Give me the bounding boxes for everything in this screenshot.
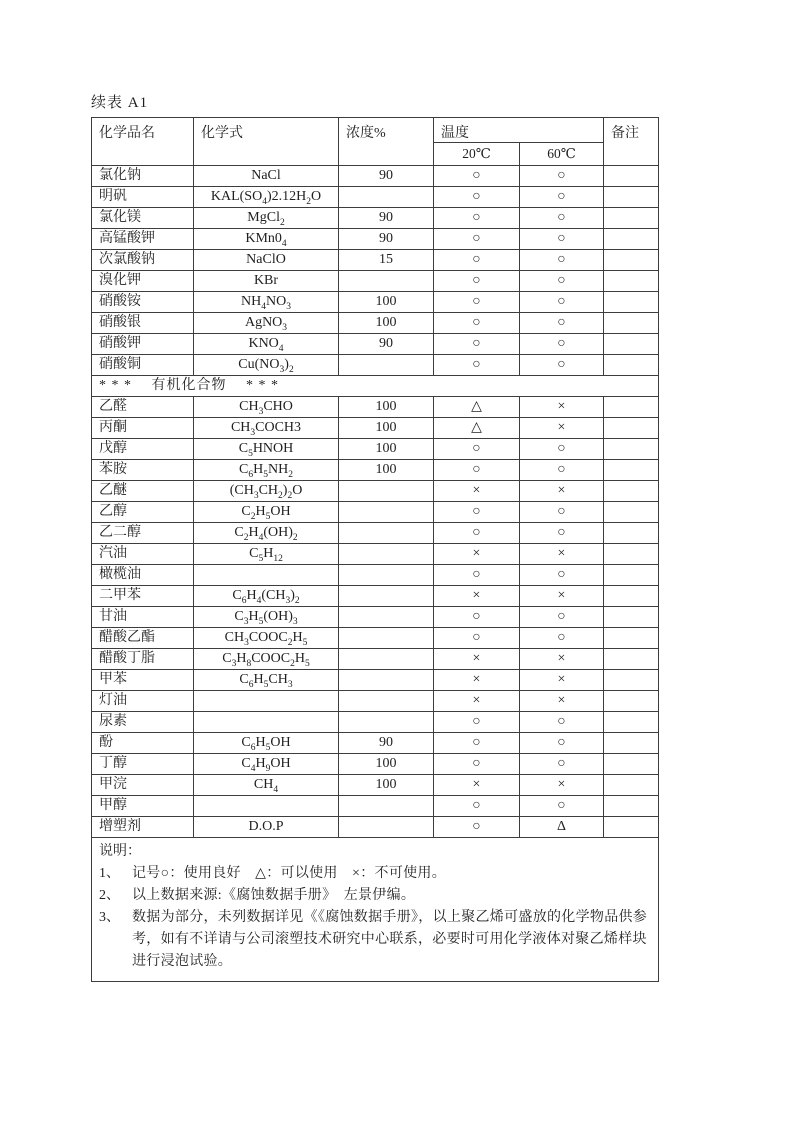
notes-heading: 说明：: [99, 844, 141, 859]
col-header-remark: 备注: [604, 118, 659, 166]
header-row-1: [92, 118, 659, 143]
remark-cell: [604, 250, 659, 271]
note-text: 记号○：使用良好 △：可以使用 ×：不可使用。: [132, 866, 447, 881]
section-header-organic-compounds: * * * 有机化合物 * * *: [92, 376, 659, 397]
remark-cell: [604, 670, 659, 691]
remark-cell: [604, 565, 659, 586]
remark-cell: [604, 775, 659, 796]
remark-cell: [604, 817, 659, 838]
concentration-cell: 100: [339, 418, 434, 439]
table-row: [92, 292, 659, 313]
formula-cell: $CH_3COCH3$: [194, 418, 339, 439]
formula-cell: NaCl: [194, 166, 339, 187]
chemical-name-cell: 灯油: [92, 691, 194, 712]
concentration-cell: [339, 649, 434, 670]
formula-cell: $C_4H_9OH$: [194, 754, 339, 775]
chemical-compatibility-table: [91, 117, 659, 982]
concentration-cell: 100: [339, 460, 434, 481]
temp-20-cell: ○: [434, 817, 520, 838]
concentration-cell: [339, 481, 434, 502]
table-row: [92, 334, 659, 355]
formula-cell: $KAL(SO_4)2.12H_2O$: [194, 187, 339, 208]
formula-cell: $CH_3COOC_2H_5$: [194, 628, 339, 649]
table-row: [92, 565, 659, 586]
section-header-row: [92, 376, 659, 397]
temp-60-cell: Δ: [520, 817, 604, 838]
temp-20-cell: △: [434, 397, 520, 418]
formula-cell: $C_6H_5NH_2$: [194, 460, 339, 481]
temp-20-cell: ○: [434, 796, 520, 817]
concentration-cell: 90: [339, 334, 434, 355]
concentration-cell: 90: [339, 208, 434, 229]
note-item: [99, 885, 650, 907]
col-header-temperature: 温度: [434, 118, 604, 143]
temp-60-cell: ×: [520, 544, 604, 565]
temp-20-cell: ×: [434, 649, 520, 670]
concentration-cell: [339, 565, 434, 586]
remark-cell: [604, 733, 659, 754]
formula-cell: [194, 565, 339, 586]
note-number: 3、: [99, 910, 120, 925]
col-header-formula: 化学式: [194, 118, 339, 166]
chemical-name-cell: 丙酮: [92, 418, 194, 439]
formula-cell: AgNO$_3$: [194, 313, 339, 334]
note-text: 以上数据来源:《腐蚀数据手册》 左景伊编。: [132, 888, 416, 903]
concentration-cell: [339, 586, 434, 607]
temp-20-cell: ×: [434, 691, 520, 712]
chemical-name-cell: 二甲苯: [92, 586, 194, 607]
remark-cell: [604, 691, 659, 712]
concentration-cell: [339, 502, 434, 523]
remark-cell: [604, 523, 659, 544]
remark-cell: [604, 334, 659, 355]
formula-cell: $C_5HNOH$: [194, 439, 339, 460]
chemical-name-cell: 乙醛: [92, 397, 194, 418]
temp-60-cell: ×: [520, 586, 604, 607]
table-row: [92, 544, 659, 565]
chemical-name-cell: 甘油: [92, 607, 194, 628]
notes-row: [92, 838, 659, 982]
chemical-name-cell: 高锰酸钾: [92, 229, 194, 250]
concentration-cell: 90: [339, 166, 434, 187]
temp-60-cell: ○: [520, 187, 604, 208]
remark-cell: [604, 796, 659, 817]
table-row: [92, 733, 659, 754]
concentration-cell: 90: [339, 229, 434, 250]
temp-60-cell: ×: [520, 481, 604, 502]
table-row: [92, 628, 659, 649]
chemical-name-cell: 硝酸铜: [92, 355, 194, 376]
table-row: [92, 775, 659, 796]
remark-cell: [604, 355, 659, 376]
temp-20-cell: ○: [434, 607, 520, 628]
chemical-name-cell: 橄榄油: [92, 565, 194, 586]
temp-20-cell: ○: [434, 313, 520, 334]
chemical-name-cell: 戊醇: [92, 439, 194, 460]
formula-cell: $KNO_4$: [194, 334, 339, 355]
formula-cell: [194, 796, 339, 817]
remark-cell: [604, 649, 659, 670]
temp-20-cell: △: [434, 418, 520, 439]
remark-cell: [604, 166, 659, 187]
table-row: [92, 166, 659, 187]
temp-20-cell: ×: [434, 481, 520, 502]
temp-20-cell: ○: [434, 187, 520, 208]
remark-cell: [604, 229, 659, 250]
temp-20-cell: ×: [434, 586, 520, 607]
temp-60-cell: ×: [520, 418, 604, 439]
remark-cell: [604, 586, 659, 607]
temp-60-cell: ○: [520, 334, 604, 355]
temp-60-cell: ○: [520, 712, 604, 733]
temp-20-cell: ○: [434, 754, 520, 775]
chemical-name-cell: 氯化镁: [92, 208, 194, 229]
concentration-cell: [339, 523, 434, 544]
table-row: [92, 586, 659, 607]
temp-60-cell: ○: [520, 502, 604, 523]
temp-60-cell: ×: [520, 775, 604, 796]
table-row: [92, 649, 659, 670]
formula-cell: [194, 712, 339, 733]
temp-20-cell: ○: [434, 229, 520, 250]
concentration-cell: [339, 355, 434, 376]
chemical-name-cell: 甲醇: [92, 796, 194, 817]
temp-20-cell: ○: [434, 271, 520, 292]
temp-60-cell: ○: [520, 523, 604, 544]
remark-cell: [604, 271, 659, 292]
table-row: [92, 817, 659, 838]
temp-20-cell: ×: [434, 544, 520, 565]
temp-60-cell: ○: [520, 796, 604, 817]
table-row: [92, 607, 659, 628]
remark-cell: [604, 754, 659, 775]
table-footer-notes: [92, 838, 659, 982]
temp-20-cell: ○: [434, 250, 520, 271]
temp-60-cell: ○: [520, 733, 604, 754]
concentration-cell: 100: [339, 754, 434, 775]
table-row: [92, 355, 659, 376]
note-item: [99, 907, 650, 973]
concentration-cell: 100: [339, 439, 434, 460]
remark-cell: [604, 544, 659, 565]
concentration-cell: [339, 187, 434, 208]
temp-20-cell: ○: [434, 523, 520, 544]
formula-cell: KBr: [194, 271, 339, 292]
formula-cell: $CH_4$: [194, 775, 339, 796]
temp-60-cell: ○: [520, 208, 604, 229]
col-header-temp-20: 20℃: [434, 143, 520, 166]
note-text: 数据为部分，未列数据详见《《腐蚀数据手册》，以上聚乙烯可盛放的化学物品供参考，如有不详请与公司滚塑技术研究中心联系，必要时可用化学液体对聚乙烯样块进行浸泡试验。: [132, 910, 648, 969]
formula-cell: $C_2H_4(OH)_2$: [194, 523, 339, 544]
concentration-cell: [339, 271, 434, 292]
table-row: [92, 502, 659, 523]
remark-cell: [604, 481, 659, 502]
chemical-name-cell: 苯胺: [92, 460, 194, 481]
table-row: [92, 250, 659, 271]
temp-20-cell: ○: [434, 439, 520, 460]
concentration-cell: 100: [339, 292, 434, 313]
concentration-cell: 90: [339, 733, 434, 754]
chemical-name-cell: 硝酸银: [92, 313, 194, 334]
chemical-name-cell: 硝酸铵: [92, 292, 194, 313]
temp-60-cell: ○: [520, 292, 604, 313]
table-row: [92, 187, 659, 208]
chemical-name-cell: 明矾: [92, 187, 194, 208]
formula-cell: $C_3H_8COOC_2H_5$: [194, 649, 339, 670]
table-row: [92, 460, 659, 481]
table-row: [92, 229, 659, 250]
temp-20-cell: ○: [434, 355, 520, 376]
temp-20-cell: ○: [434, 292, 520, 313]
concentration-cell: [339, 691, 434, 712]
temp-60-cell: ○: [520, 250, 604, 271]
remark-cell: [604, 397, 659, 418]
chemical-name-cell: 甲苯: [92, 670, 194, 691]
concentration-cell: 100: [339, 397, 434, 418]
table-row: [92, 754, 659, 775]
formula-cell: $C_6H_5OH$: [194, 733, 339, 754]
concentration-cell: [339, 628, 434, 649]
table-body: [92, 166, 659, 838]
remark-cell: [604, 187, 659, 208]
temp-20-cell: ○: [434, 502, 520, 523]
remark-cell: [604, 628, 659, 649]
remark-cell: [604, 712, 659, 733]
temp-60-cell: ○: [520, 271, 604, 292]
chemical-name-cell: 次氯酸钠: [92, 250, 194, 271]
remark-cell: [604, 460, 659, 481]
formula-cell: $NH_4NO_3$: [194, 292, 339, 313]
formula-cell: $C_6H_4(CH_3)_2$: [194, 586, 339, 607]
chemical-name-cell: 醋酸乙酯: [92, 628, 194, 649]
remark-cell: [604, 439, 659, 460]
note-number: 2、: [99, 888, 120, 903]
remark-cell: [604, 313, 659, 334]
concentration-cell: [339, 817, 434, 838]
chemical-name-cell: 汽油: [92, 544, 194, 565]
temp-60-cell: ×: [520, 397, 604, 418]
concentration-cell: 15: [339, 250, 434, 271]
table-row: [92, 712, 659, 733]
temp-20-cell: ○: [434, 712, 520, 733]
table-row: [92, 313, 659, 334]
temp-60-cell: ○: [520, 754, 604, 775]
table-row: [92, 397, 659, 418]
remark-cell: [604, 607, 659, 628]
remark-cell: [604, 292, 659, 313]
chemical-name-cell: 乙二醇: [92, 523, 194, 544]
formula-cell: $CH_3CHO$: [194, 397, 339, 418]
formula-cell: $C_2H_5OH$: [194, 502, 339, 523]
formula-cell: D.O.P: [194, 817, 339, 838]
temp-60-cell: ○: [520, 355, 604, 376]
notes-list: [99, 863, 650, 973]
formula-cell: $C_3H_5(OH)_3$: [194, 607, 339, 628]
concentration-cell: [339, 712, 434, 733]
temp-60-cell: ○: [520, 460, 604, 481]
concentration-cell: [339, 607, 434, 628]
table-row: [92, 439, 659, 460]
note-number: 1、: [99, 866, 120, 881]
concentration-cell: 100: [339, 775, 434, 796]
table-row: [92, 523, 659, 544]
formula-cell: $KMn0_4$: [194, 229, 339, 250]
table-row: [92, 691, 659, 712]
chemical-name-cell: 乙醚: [92, 481, 194, 502]
table-row: [92, 796, 659, 817]
temp-60-cell: ○: [520, 607, 604, 628]
table-row: [92, 208, 659, 229]
table-header: [92, 118, 659, 166]
temp-20-cell: ○: [434, 565, 520, 586]
col-header-temp-60: 60℃: [520, 143, 604, 166]
notes-section: [92, 838, 659, 982]
table-row: [92, 271, 659, 292]
temp-60-cell: ○: [520, 166, 604, 187]
formula-cell: $C_5H_{12}$: [194, 544, 339, 565]
temp-20-cell: ○: [434, 166, 520, 187]
temp-60-cell: ○: [520, 565, 604, 586]
temp-20-cell: ○: [434, 334, 520, 355]
temp-20-cell: ○: [434, 628, 520, 649]
temp-60-cell: ×: [520, 670, 604, 691]
formula-cell: $C_6H_5CH_3$: [194, 670, 339, 691]
chemical-name-cell: 氯化钠: [92, 166, 194, 187]
chemical-name-cell: 尿素: [92, 712, 194, 733]
chemical-name-cell: 溴化钾: [92, 271, 194, 292]
chemical-name-cell: 酚: [92, 733, 194, 754]
temp-20-cell: ○: [434, 733, 520, 754]
col-header-chemical-name: 化学品名: [92, 118, 194, 166]
remark-cell: [604, 208, 659, 229]
chemical-name-cell: 增塑剂: [92, 817, 194, 838]
concentration-cell: [339, 796, 434, 817]
chemical-name-cell: 硝酸钾: [92, 334, 194, 355]
concentration-cell: [339, 670, 434, 691]
temp-60-cell: ×: [520, 691, 604, 712]
formula-cell: MgCl$_2$: [194, 208, 339, 229]
temp-60-cell: ×: [520, 649, 604, 670]
chemical-name-cell: 乙醇: [92, 502, 194, 523]
concentration-cell: [339, 544, 434, 565]
document-page: [91, 94, 658, 982]
chemical-name-cell: 醋酸丁脂: [92, 649, 194, 670]
temp-60-cell: ○: [520, 439, 604, 460]
temp-20-cell: ×: [434, 670, 520, 691]
temp-60-cell: ○: [520, 229, 604, 250]
temp-60-cell: ○: [520, 628, 604, 649]
remark-cell: [604, 502, 659, 523]
temp-60-cell: ○: [520, 313, 604, 334]
chemical-name-cell: 丁醇: [92, 754, 194, 775]
table-row: [92, 670, 659, 691]
formula-cell: $(CH_3CH_2)_2O$: [194, 481, 339, 502]
col-header-concentration: 浓度%: [339, 118, 434, 166]
formula-cell: [194, 691, 339, 712]
page-title: 续表 A1: [91, 95, 149, 111]
table-row: [92, 481, 659, 502]
formula-cell: NaClO: [194, 250, 339, 271]
note-item: [99, 863, 650, 885]
temp-20-cell: ○: [434, 460, 520, 481]
temp-20-cell: ○: [434, 208, 520, 229]
chemical-name-cell: 甲浣: [92, 775, 194, 796]
formula-cell: $Cu(NO_3)_2$: [194, 355, 339, 376]
temp-20-cell: ×: [434, 775, 520, 796]
remark-cell: [604, 418, 659, 439]
concentration-cell: 100: [339, 313, 434, 334]
table-row: [92, 418, 659, 439]
